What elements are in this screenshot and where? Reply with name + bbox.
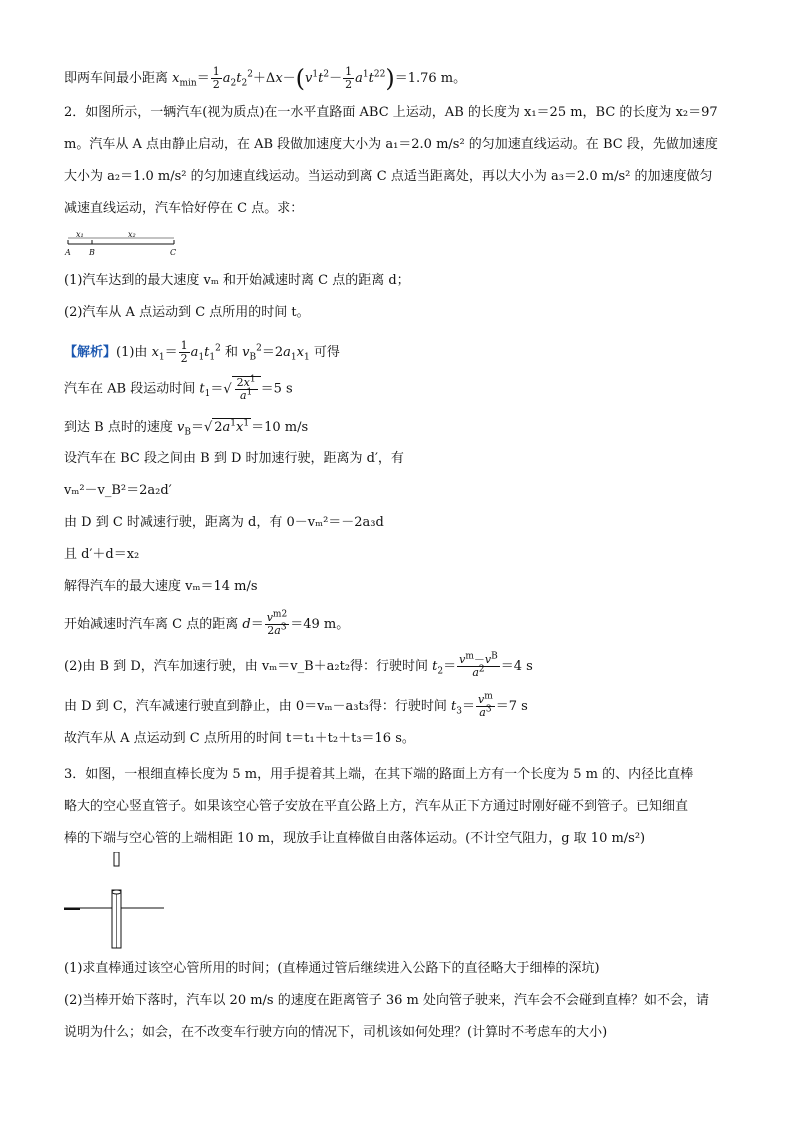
solution-line12: 故汽车从 A 点运动到 C 点所用的时间 t＝t₁＋t₂＋t₃＝16 s。 <box>64 731 415 746</box>
label-x2: x₂ <box>128 232 136 239</box>
label-B: B <box>89 248 95 257</box>
solution-line6: 由 D 到 C 时减速行驶，距离为 d，有 0－vₘ²＝－2a₃d <box>64 515 384 530</box>
label-C: C <box>170 248 177 257</box>
rod-tube-diagram <box>62 852 172 952</box>
solution-line3: 到达 B 点时的速度 $v_B=√$ $2a^1x^1 =10$ m/s <box>64 418 309 438</box>
rod-shape <box>114 852 119 866</box>
problem3-line2: 略大的空心竖直管子。如果该空心管子安放在平直公路上方，汽车从正下方通过时刚好碰不到管子。已知细直 <box>64 799 689 814</box>
problem3-question3: 说明为什么；如会，在不改变车行驶方向的情况下，司机该如何处理？(计算时不考虑车的大小) <box>64 1025 608 1040</box>
road-diagram <box>62 232 192 258</box>
min-distance-line: 即两车间最小距离 $x_{min}=$ $\frac{1}{2}$ $a_2t_2^2+\Delta x-(v^1t^2-$ $\frac{1}{2}$ $a^1t^{22})=1.76$ m。 <box>64 64 467 93</box>
solution-line8: 解得汽车的最大速度 vₘ＝14 m/s <box>64 579 258 594</box>
problem2-line4: 减速直线运动，汽车恰好停在 C 点。求： <box>64 201 304 216</box>
solution-line10: (2)由 B 到 D，汽车加速行驶，由 vₘ＝v_B＋a₂t₂得：行驶时间 $t_2=$ $\frac{v^m-v^B}{a^2}$ ＝4 s <box>64 651 533 679</box>
solution-line4: 设汽车在 BC 段之间由 B 到 D 时加速行驶，距离为 d′，有 <box>64 451 404 466</box>
solution-tag: 【解析】 <box>64 345 117 360</box>
problem2-question1: (1)汽车达到的最大速度 vₘ 和开始减速时离 C 点的距离 d； <box>64 273 410 288</box>
solution-line7: 且 d′＋d＝x₂ <box>64 547 140 562</box>
solution-line5: vₘ²－v_B²＝2a₂d′ <box>64 483 172 498</box>
label-x1: x₁ <box>76 232 84 239</box>
problem3-line1: 3．如图，一根细直棒长度为 5 m，用手提着其上端，在其下端的路面上方有一个长度为 5 m 的、内径比直棒 <box>64 767 694 782</box>
label-A: A <box>65 248 71 257</box>
problem3-question2: (2)当棒开始下落时，汽车以 20 m/s 的速度在距离管子 36 m 处向管子驶来，汽车会不会碰到直棒？如不会，请 <box>64 993 709 1008</box>
problem2-line3: 大小为 a₂＝1.0 m/s² 的匀加速直线运动。当运动到离 C 点适当距离处，再以大小为 a₃＝2.0 m/s² 的加速度做匀 <box>64 169 713 184</box>
problem2-question2: (2)汽车从 A 点运动到 C 点所用的时间 t。 <box>64 305 310 320</box>
problem3-line3: 棒的下端与空心管的上端相距 10 m，现放手让直棒做自由落体运动。(不计空气阻力，g 取 10 m/s²) <box>64 831 646 846</box>
solution-line1: 【解析】(1)由 $x_1=$ $\frac{1}{2}$ $a_1t_1^2$ 和 $v_B^2=2a_1x_1$ 可得 <box>64 339 340 365</box>
solution-line2: 汽车在 AB 段运动时间 $t_1=√$ $\frac{2x^1}{a^1}$ ＝5 s <box>64 374 293 402</box>
problem2-line2: m。汽车从 A 点由静止启动，在 AB 段做加速度大小为 a₁＝2.0 m/s² 的匀加速直线运动。在 BC 段，先做加速度 <box>64 137 718 152</box>
solution-line11: 由 D 到 C，汽车减速行驶直到静止，由 0＝vₘ－a₃t₃得：行驶时间 $t_3=$ $\frac{v^m}{a^3}$ ＝7 s <box>64 691 528 719</box>
problem2-line1: 2．如图所示，一辆汽车(视为质点)在一水平直路面 ABC 上运动，AB 的长度为 x₁＝25 m，BC 的长度为 x₂＝97 <box>64 105 718 120</box>
problem3-question1: (1)求直棒通过该空心管所用的时间；(直棒通过管后继续进入公路下的直径略大于细棒的深坑) <box>64 961 600 976</box>
solution-line9: 开始减速时汽车离 C 点的距离 d＝ $\frac{v^{m2}}{2a^3}$ ＝49 m。 <box>64 609 350 637</box>
